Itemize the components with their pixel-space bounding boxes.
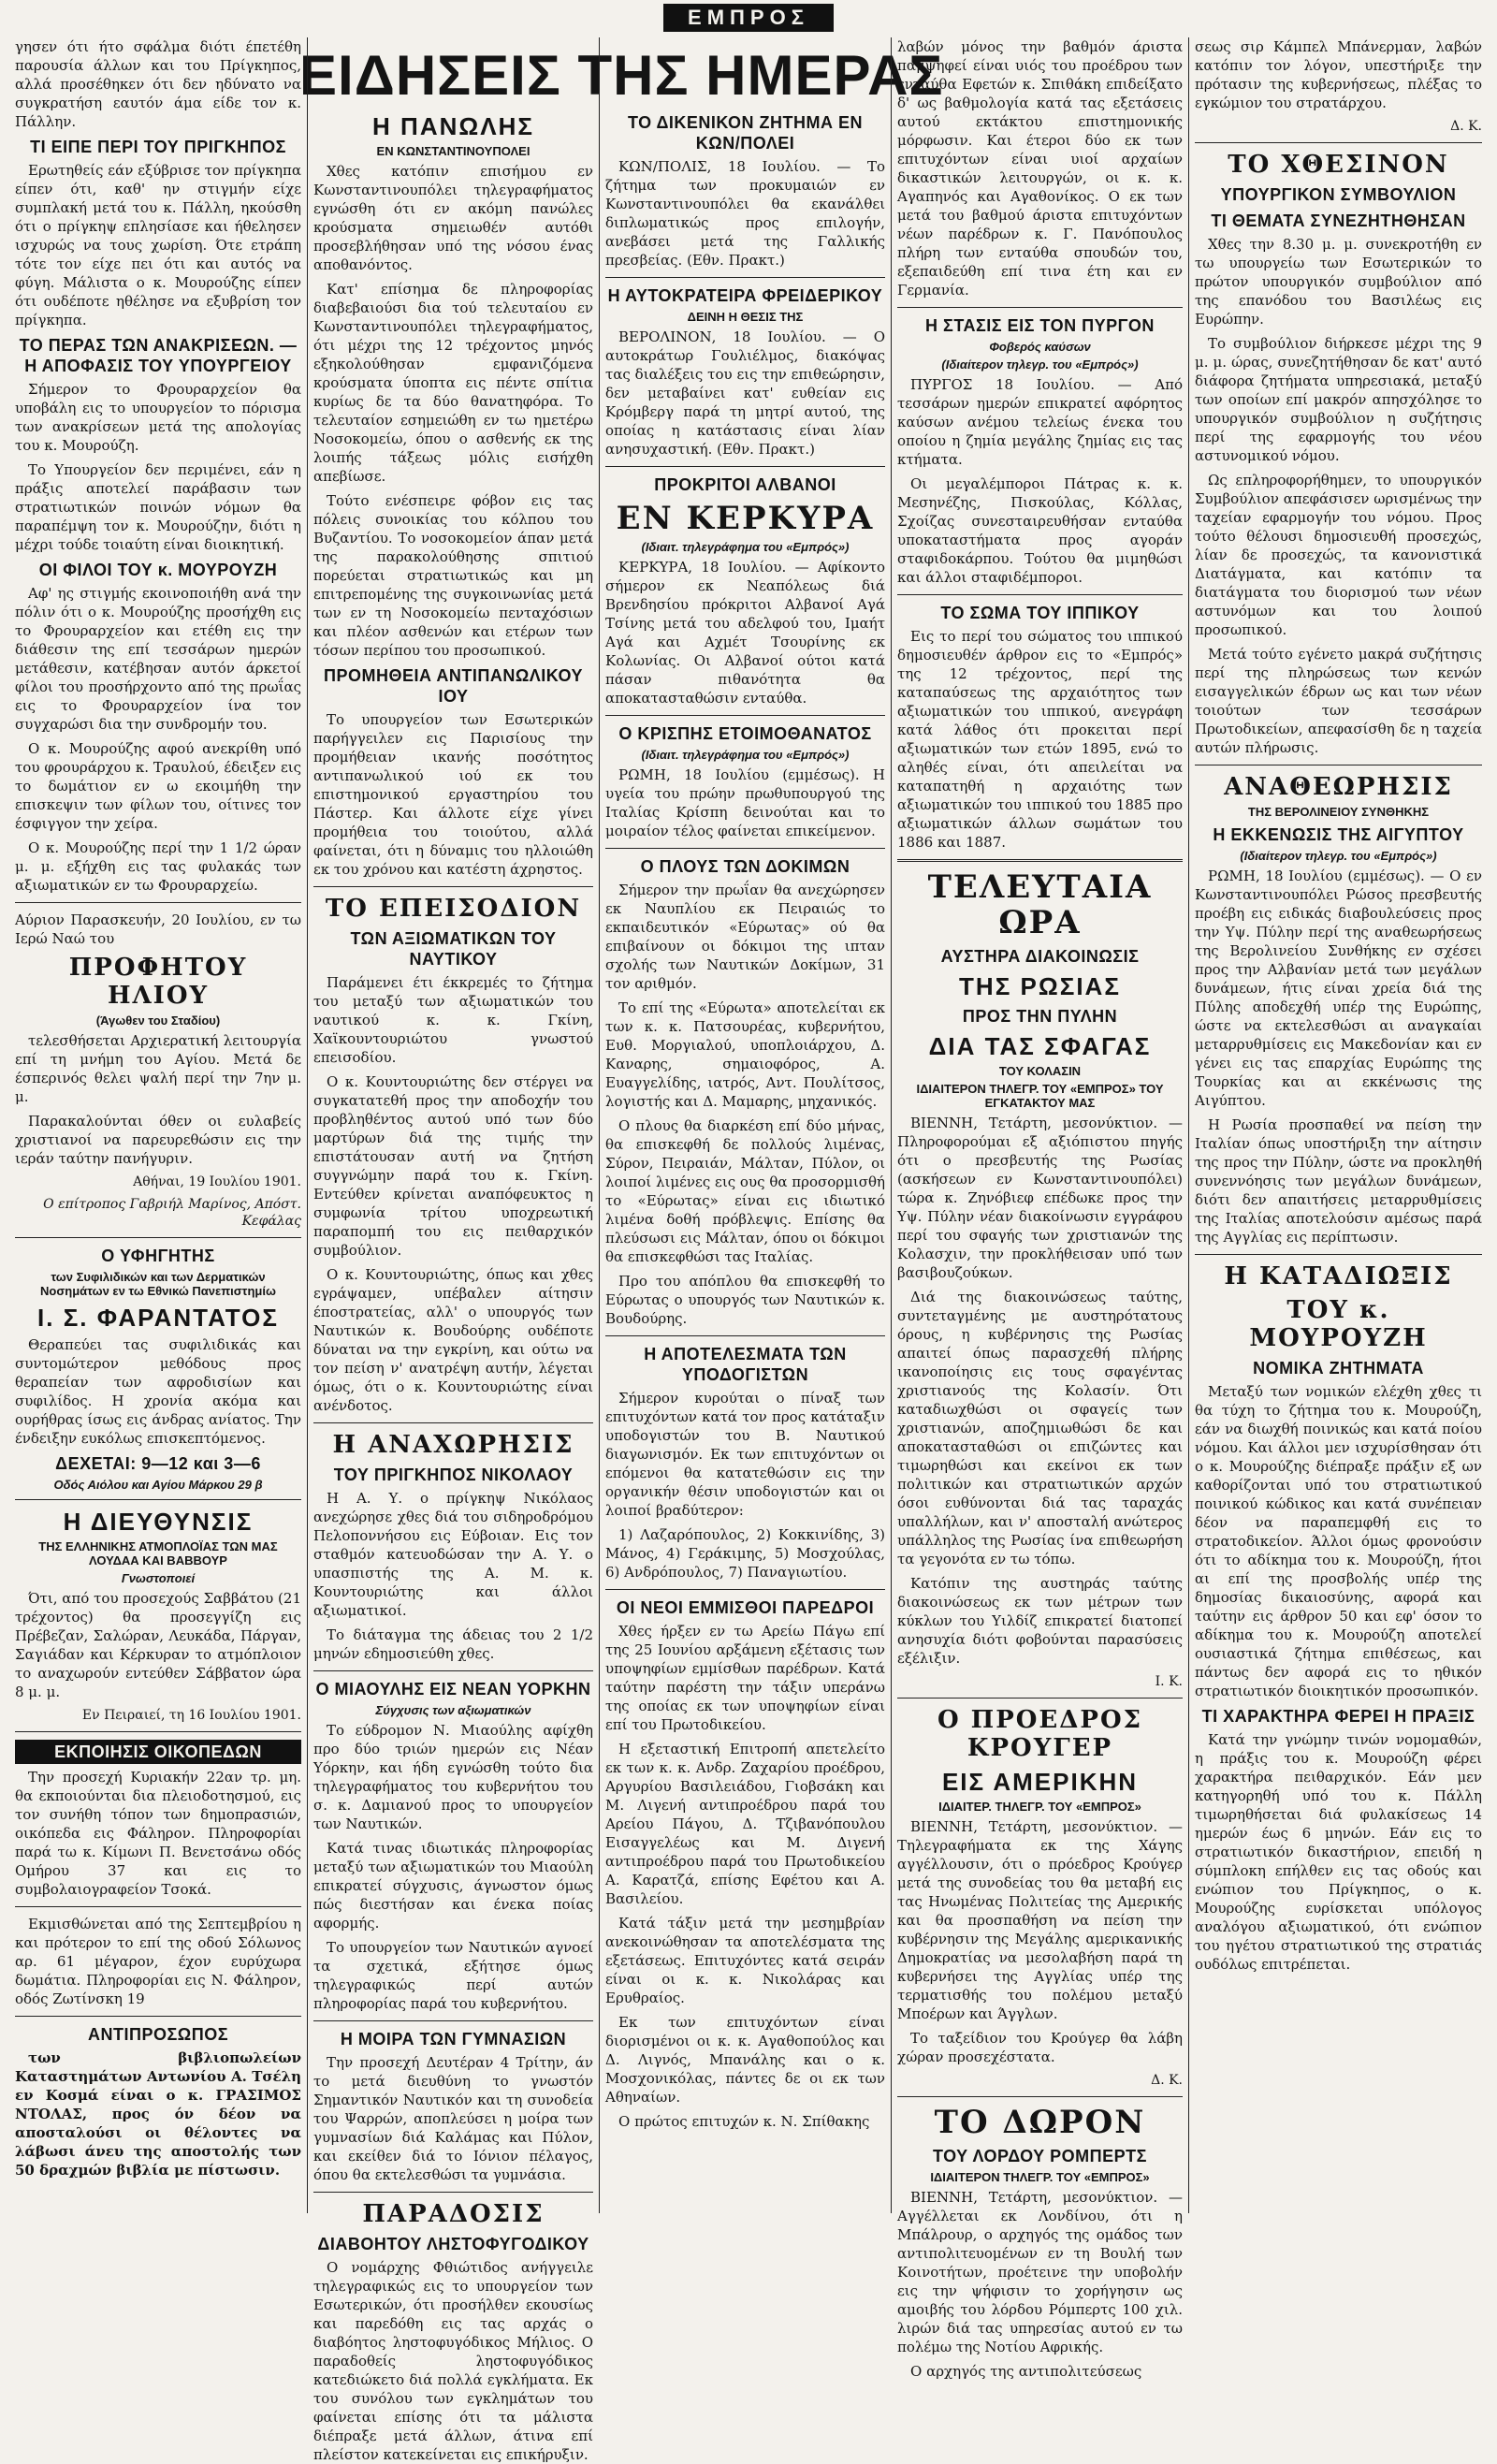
article-text: Το συμβούλιον διήρκεσε μέχρι της 9 μ. μ. ώρας, συνεζητήθησαν δε κατ' αυτό διάφορα ζητήματα υπηρεσιακά, μεταξύ των οποίων επί μακρόν απησχόλησε το υπουργικόν συμβούλιον η συζήτησις περί της εφαρμογής του νέου αστυνομικού νόμου.	[1195, 335, 1482, 464]
article-text: Ο αρχηγός της αντιπολιτεύσεως	[910, 2363, 1142, 2380]
headline: ΠΑΡΑΔΟΣΙΣ	[362, 2200, 545, 2228]
article-text: γησεν ότι ήτο σφάλμα διότι έπετέθη παρουσία άλλων και του Πρίγκηπος, αλλά προσέθηκεν ότι δεν ηδύνατο να συγκρατήση εαυτόν άμα είδε τον κ. Πάλλην.	[15, 38, 301, 130]
headline: ΤΗΣ ΡΩΣΙΑΣ	[959, 972, 1121, 1000]
article-text: Τούτο ενέσπειρε φόβον εις τας πόλεις συνοικίας του κόλπου του Βυζαντίου. Το νοσοκομείον άπαν μετά της παρακολούθησης σπιτιού πορεύεται στρατιωτικώς και μη επιτρεπομένης της συγκοινωνίας μετά των εν τη Νοσοκομείω πενταχόσιων και πλέον ασθενών και ετέρων των τόσων περίπου του προσωπικού.	[313, 492, 593, 659]
headline: ΤΟΥ ΛΟΡΔΟΥ ΡΟΜΠΕΡΤΣ	[933, 2147, 1147, 2165]
article-text: Το ταξείδιον του Κρούγερ θα λάβη χώραν προσεχέστατα.	[897, 2030, 1183, 2065]
divider	[313, 2020, 593, 2021]
divider	[313, 1422, 593, 1423]
subheadline: (Ιδιαιτ. τηλεγράφημα του «Εμπρός»)	[641, 540, 850, 554]
article-text: Το εύδρομον Ν. Μιαούλης αφίχθη προ δύο τριών ημερών εις Νέαν Υόρκην, και ήδη εγνώσθη τούτο δια τηλεγραφήματος του κυβερνήτου του σ. κ. Δαμιανού προς το υπουργείον των Ναυτικών.	[313, 1722, 593, 1832]
headline: Η ΑΠΟΤΕΛΕΣΜΑΤΑ ΤΩΝ ΥΠΟΔΟΓΙΣΤΩΝ	[644, 1345, 847, 1384]
article-text: ΡΩΜΗ, 18 Ιουλίου (εμμέσως). — Ο εν Κωνσταντινουπόλει Ρώσος πρεσβευτής προέβη εις ειδικάς διαβουλεύσεις προς την Υψ. Πύλην περί της αναθεωρήσεως της Βερολινείου Συνθήκης εν σχέσει προς την Αλβανίαν μετά των μεγάλων δυνάμεων, ήτις είναι χρεία διά της Πύλης αποδεχθή υπέρ της Ευρώπης, ώστε να εκτελεσθώσι αι αναγκαίαι μεταρρυθμίσεις εις Μακεδονίαν και εν γένει εις τας επαρχίας Ευρώπης της Τουρκίας και αι εκκένωσις της Αιγύπτου.	[1195, 868, 1482, 1109]
article-text: Ο νομάρχης Φθιώτιδος ανήγγειλε τηλεγραφικώς εις το υπουργείον των Εσωτερικών, ότι προσήλθεν εκουσίως και παρεδόθη εις τας αρχάς ο διαβόητος ληστοφυγόδικος Μήλιος. Ο παραδοθείς ληστοφυγόδικος κατεδιώκετο διά πολλά εγκλήματα. Εκ του συνόλου των εγκλημάτων του φαίνεται επίσης ότι τα μάλιστα διέπραξε μετά άλλων, άτινα επί πλείστον κατεκείνεται εις επικήρυξιν.	[313, 2259, 593, 2463]
article-text: Χθες ήρξεν εν τω Αρείω Πάγω επί της 25 Ιουνίου αρξάμενη εξέτασις των υποψηφίων εμμίσθων παρέδρων. Κατά ταύτην παρέστη την τάξιν υπεράνω της οποίας εκ των υποψηφίων είναι επί του Πρωτοδικείου.	[605, 1623, 885, 1733]
divider	[605, 277, 885, 278]
article-text: Ως επληροφορήθημεν, το υπουργικόν Συμβούλιον απεφάσισεν ωρισμένως την ταχείαν εφαρμογήν του νόμου. Προς τούτο θέλουσι δημοσιευθή προσεχώς, λίαν δε προσεχώς, τα κανονιστικά Διατάγματα, και κατόπιν τα διατάγματα του διορισμού των νέων αστυνόμων και του λοιπού προσωπικού.	[1195, 472, 1482, 638]
article-text: Προ του απόπλου θα επισκεφθή το Εύρωτας ο υπουργός των Ναυτικών κ. Βουδούρης.	[605, 1273, 885, 1327]
dateline: Εν Πειραιεί, τη 16 Ιουλίου 1901.	[81, 1708, 301, 1723]
signature: Ο επίτροπος Γαβριήλ Μαρίνος, Απόστ. Κεφάλας	[43, 1197, 301, 1229]
article-text: Ερωτηθείς εάν εξύβρισε τον πρίγκηπα είπεν ότι, καθ' ην στιγμήν είχε συμπλακή μετά του κ. Πάλλη, ηκούσθη ότι ο πρίγκηψ επλησίασε και ήθελησεν ισχυρώς να τους χωρίση. Ότε ετράπη τότε τον είχε πει ότι και αυτός να φύγη. Μάλιστα ο κ. Μουρούζης είπεν ότι ουδέποτε ηθέλησε να εξυβρίση τον πρίγκηπα.	[15, 162, 301, 328]
article-text: Διά της διακοινώσεως ταύτης, συντεταγμένης με αυστηρότατους όρους, η κυβέρνησις της Ρωσίας απαιτεί όπως παρασχεθή πλήρης ικανοποίησις εις τους σφαγέντας χριστιανούς της Κολασίν. Ότι καταδιωχθώσι οι σφαγείς των χριστιανών, αποζημιωθώσι δε και αποκατασταθώσι οι επιζώντες και τιμωρηθώσι και εκείνοι εκ των πολιτικών και στρατιωτικών αρχών όσοι ευθύνονται διά τας ταραχάς υπαλλήλων, και ν' αποσταλή ανώτερος υπάλληλος της Ρωσίας ίνα επιθεωρήση τα γεγονότα εν τω τόπω.	[897, 1289, 1183, 1567]
headline: ΤΟΥ ΠΡΙΓΚΗΠΟΣ ΝΙΚΟΛΑΟΥ	[333, 1465, 574, 1484]
subheadline: ΙΔΙΑΙΤΕΡΟΝ ΤΗΛΕΓΡ. ΤΟΥ «ΕΜΠΡΟΣ»	[930, 2170, 1150, 2184]
article-text: Παράμενει έτι έκκρεμές το ζήτημα του μεταξύ των αξιωματικών του ναυτικού κ. κ. Γκίνη, Χαϊκουντουριώτου γνωστού επεισοδίου.	[313, 974, 593, 1066]
ad-subtitle: ΤΗΣ ΕΛΛΗΝΙΚΗΣ ΑΤΜΟΠΛΟΪΑΣ ΤΩΝ ΜΑΣ ΛΟΥΔΑΑ ΚΑΙ ΒΑΒΒΟΥΡ	[38, 1539, 278, 1567]
headline: Η ΑΝΑΧΩΡΗΣΙΣ	[332, 1431, 574, 1459]
article-text: λαβών μόνος την βαθμόν άριστα παμψηφεί είναι υιός του προέδρου των ενταύθα Εφετών κ. Σπιθάκη επιδείξατο δ' ως βαθμολογία κατά τας εξετάσεις αυτού εκτάκτου επιστημονικής μόρφωσιν. Και έτεροι δύο εκ των επιτυχόντων είναι υιοί αρχαίων δικαστικών λειτουργών, οι κ. κ. Αγαπηνός και Αγαθονίκος. Ο εκ των μετά του βαθμού άριστα επιτυχόντων νέων παρέδρων κ. Γ. Πανόπουλος πλήρη των ενταύθα σπουδών του, εξεπαιδεύθη επί τινα έτη και εν Γερμανία.	[897, 38, 1183, 299]
article-text: ΠΥΡΓΟΣ 18 Ιουλίου. — Από τεσσάρων ημερών επικρατεί αφόρητος καύσων ανέμου τελείως ένεκα του οποίου η ζημία μεγάλης ζημίας εις τας κτήματα.	[897, 376, 1183, 468]
headline: ΤΟΥ κ. ΜΟΥΡΟΥΖΗ	[1249, 1296, 1428, 1352]
article-text: Εις το περί του σώματος του ιππικού δημοσιευθέν άρθρον εις το «Εμπρός» της 12 τρέχοντος, περί της καταπαύσεως της αρχαιότητος των αξιωματικών του ιππικού, ανεγράφη κατά λάθος ότι προκειται περί αξιωματικών των ετών 1895, ενώ το αληθές είναι, ότι απειλείται να καταπατηθή η αρχαιότης των αξιωματικών του ιππικού του 1885 προ αξιωματικών άλλων σωμάτων του 1886 και 1887.	[897, 628, 1183, 851]
headline: Ο ΜΙΑΟΥΛΗΣ ΕΙΣ ΝΕΑΝ ΥΟΡΚΗΝ	[315, 1680, 591, 1699]
divider	[15, 902, 301, 903]
notice-text: τελεσθήσεται Αρχιερατική λειτουργία επί τη μνήμη του Αγίου. Μετά δε έσπερινός θελει ψαλή περί την 7ην μ. μ.	[15, 1032, 301, 1105]
column-5	[1188, 37, 1488, 2213]
subheadline: Φοβερός καύσων	[989, 340, 1091, 354]
divider	[15, 2016, 301, 2017]
headline: ΕΙΣ ΑΜΕΡΙΚΗΝ	[941, 1768, 1139, 1796]
headline: Η ΕΚΚΕΝΩΣΙΣ ΤΗΣ ΑΙΓΥΠΤΟΥ	[1213, 825, 1464, 844]
article-text: Ο πρώτος επιτυχών κ. Ν. Σπίθακης	[618, 2113, 870, 2130]
article-text: ΒΙΕΝΝΗ, Τετάρτη, μεσονύκτιον. — Αγγέλλεται εκ Λονδίνου, ότι η Μπάλρουρ, ο αρχηγός της ομάδος των αντιπολιτευομένων εν τη Βουλή των Κοινοτήτων, προέτεινε την υποβολήν εις την ψήφισιν το χορήγησιν ως αμοιβής του λόρδου Ρόμπερτς 100 χιλ. λιρών διά τας υπηρεσίας αυτού εν τω πολέμω της Νοτίου Αφρικής.	[897, 2189, 1183, 2355]
article-text: Μετά τούτο εγένετο μακρά συζήτησις περί της πληρώσεως των κενών εισαγγελικών έδρων ως και των νέων τοιούτων των τεσσάρων Πρωτοδικείων, απεφασίσθη δε η ταχεία αυτών πλήρωσις.	[1195, 646, 1482, 756]
column-1	[9, 37, 307, 2213]
headline: ΥΠΟΥΡΓΙΚΟΝ ΣΥΜΒΟΥΛΙΟΝ	[1220, 185, 1457, 204]
subheadline: ΤΟΥ ΚΟΛΑΣΙΝ	[998, 1064, 1082, 1078]
divider	[605, 715, 885, 716]
column-3	[599, 37, 891, 2213]
masthead-title: ΕΜΠΡΟΣ	[663, 4, 834, 32]
divider	[15, 1731, 301, 1732]
divider	[15, 1237, 301, 1238]
divider	[1195, 1254, 1482, 1255]
article-text: Η Ρωσία προσπαθεί να πείση την Ιταλίαν όπως υποστήριξη την αίτησιν της προς την Πύλην, ώστε να προκληθή συνεννόησις των μεγάλων δυνάμεων, διότι δεν απαιτήσεις μεταρρυθμίσεις της Ιταλίας αποτελούσιν αμέσως παρά της Αγγλίας εις περίπτωσιν.	[1195, 1116, 1482, 1246]
article-text: Κατόπιν της αυστηράς ταύτης διακοινώσεως εκ των μέτρων των κύκλων του Υιλδίζ επικρατεί διατοπεί ανησυχία διότι φοβούνται παρασύσεις εξέλιξιν.	[897, 1575, 1183, 1667]
article-text: Ο κ. Μουρούζης αφού ανεκρίθη υπό του φρουράρχου κ. Τραυλού, έδειξεν εις το δωμάτιον εν ω εκοιμήθη την επισκεψιν των φίλων του, οίτινες τον έσφιγγον την χείρα.	[15, 740, 301, 832]
article-text: Χθες την 8.30 μ. μ. συνεκροτήθη εν τω υπουργείω των Εσωτερικών το πρώτον υπουργικόν συμβούλιον από της επανόδου του Βασιλέως εις Ευρώπην.	[1195, 236, 1482, 328]
column-4	[891, 37, 1188, 2380]
article-text: 1) Λαζαρόπουλος, 2) Κοκκινίδης, 3) Μάνος, 4) Γεράκιμης, 5) Μοσχούλας, 6) Ανδρόπουλος, 7) Παναγιωτίου.	[605, 1526, 885, 1581]
article-text: Η εξεταστική Επιτροπή απετελείτο εκ των κ. κ. Ανδρ. Ζαχαρίου προέδρου, Αργυρίου Βασιλειάδου, Γιοβσάκη και Μ. Λιγενή αντιπροέδρου παρά του Αρείου Πάγου, Δ. Τζιβανόπουλου Εισαγγελέως και Μ. Διγενή αντιπροέδρου παρά του Πρωτοδικείου Α. Καρατζά, επίσης Εφέτου και Α. Βασιλείου.	[605, 1741, 885, 1907]
headline: ΠΡΟΜΗΘΕΙΑ ΑΝΤΙΠΑΝΩΛΙΚΟΥ ΙΟΥ	[324, 666, 583, 706]
divider	[605, 466, 885, 467]
article-text: Κατά τάξιν μετά την μεσημβρίαν ανεκοινώθησαν τα αποτελέσματα της εξετάσεως. Επιτυχόντες κατά σειράν είναι οι κ. κ. Νικολάρας και Ερυθραίος.	[605, 1915, 885, 2006]
article-text: Ο πλους θα διαρκέση επί δύο μήνας, θα επισκεφθή δε πολλούς λιμένας, Σύρον, Πειραιάν, Μάλταν, Πύλον, οι λοιποί λιμένες εις ους θα προσορμισθή το «Εύρωτας» είναι εις ιδιωτικό λιμένα δοθή πρόβλεψις. Επίσης θα πλεύσωσι εις Μάλταν, όπου οι δόκιμοι θα επισκεφθώσι τας Ιταλίας.	[605, 1117, 885, 1265]
divider	[15, 1499, 301, 1500]
headline: ΤΙ ΧΑΡΑΚΤΗΡΑ ΦΕΡΕΙ Η ΠΡΑΞΙΣ	[1201, 1707, 1475, 1726]
headline: Ο ΠΡΟΕΔΡΟΣ ΚΡΟΥΓΕΡ	[937, 1706, 1143, 1762]
headline: ΠΡΟΣ ΤΗΝ ΠΥΛΗΝ	[962, 1007, 1118, 1026]
headline: ΤΟ ΠΕΡΑΣ ΤΩΝ ΑΝΑΚΡΙΣΕΩΝ. — Η ΑΠΟΦΑΣΙΣ ΤΟΥ ΥΠΟΥΡΓΕΙΟΥ	[19, 336, 298, 375]
article-text: ΚΩΝ/ΠΟΛΙΣ, 18 Ιουλίου. — Το ζήτημα των προκυμαιών εν Κωνσταντινουπόλει θα εκανάλθει διπλωματικώς προς επιλογήν, ανεβάσει μετά της Γαλλικής πρεσβείας. (Εθν. Πρακτ.)	[605, 158, 885, 269]
divider	[605, 848, 885, 849]
article-text: Μεταξύ των νομικών ελέχθη χθες τι θα τύχη το ζήτημα του κ. Μουρούζη, εάν να διωχθή ποινικώς και κατά ποίου νόμου. Και άλλοι μεν ισχυρίσθησαν ότι ο κ. Μουρούζης διέπραξε πράξιν εξ ων καθορίζονται υπό του στρατιωτικού ποινικού κώδικος και κατά συνέπειαν δέον να παραπεμφθή εις το στρατοδικείον. Άλλοι όμως φρονούσιν ότι το αδίκημα του κ. Μουρούζη, ήτοι αι επί της προσβολής υπέρ της δημοσίας δικαιοσύνης, αφορά και ταύτην εις άρθρον 50 και εφ' όσον το αδίκημα του κ. Μουρούζη αποτελεί ουσιαστικά ζήτημα επιθέσεως, και πάντως δεν αφορά εις το ηθικόν στρατιωτικόν διοικητικόν προσωπικόν.	[1195, 1383, 1482, 1699]
divider	[313, 886, 593, 887]
article-text: Το επί της «Εύρωτα» αποτελείται εκ των κ. κ. Πατσουρέας, κυβερνήτου, Ευθ. Μοργιαλού, υποπλοιάρχου, Δ. Καναρης, σημαιοφόρος, Α. Ευαγγελίδης, ιατρός, Αντ. Πουλίτσος, λογιστής και Δ. Μαμαρης, μηχανικός.	[605, 999, 885, 1110]
article-text: Η Α. Υ. ο πρίγκηψ Νικόλαος ανεχώρησε χθες διά του σιδηροδρόμου Πελοποννήσου εις Εύβοιαν. Εις τον σταθμόν κατευοδώσαν την Α. Υ. ο υπασπιστής της Α. Μ. κ. Κουντουριώτης και άλλοι αξιωματικοί.	[313, 1490, 593, 1619]
article-text: Κατά την γνώμην τινών νομομαθών, η πράξις του κ. Μουρούζη φέρει χαρακτήρα πειθαρχικόν. Εάν μεν κατηγορηθή υπό του κ. Πάλλη τιμωρηθήσεται διά φυλακίσεως 14 ημερών έως 6 μηνών. Εάν εις το στρατιωτικόν δικαστήριον, επειδή η σύμπλοκη επήλθεν εις τας οδούς και ενώπιον του Πρίγκηπος, ο κ. Μουρούζης ευρίσκεται υπόλογος αναλόγου αξιωματικού, ότι ενώπιον του ηγέτου στρατιωτικού της στρατιάς ουδόλως επιτρέπεται.	[1195, 1731, 1482, 1973]
article-text: Εκ των επιτυχόντων είναι διορισμένοι οι κ. κ. Αγαθοπούλος και Δ. Λιγνός, Μπανάλης και ο κ. Μοσχονικόλας, πάντες δε οι εκ των Αθηναίων.	[605, 2014, 885, 2106]
article-text: Κατά τινας ιδιωτικάς πληροφορίας μεταξύ των αξιωματικών του Μιαούλη επικρατεί σύγχυσις, άγνωστον όμως πώς διεστήσαν και ένεκα ποίας αφορμής.	[313, 1840, 593, 1932]
divider	[313, 2192, 593, 2193]
article-text: Ο κ. Μουρούζης περί την 1 1/2 ώραν μ. μ. εξήχθη εις τας φυλακάς των αξιωματικών εν τω Φρουραρχείω.	[15, 839, 301, 894]
section-banner: ΕΙΔΗΣΕΙΣ ΤΗΣ ΗΜΕΡΑΣ	[299, 44, 944, 107]
ad-text: των βιβλιοπωλείων Καταστημάτων Αντωνίου Α. Τσέλη εν Κοσμά είναι ο κ. ΓΡΑΣΙΜΟΣ ΝΤΟΛΑΣ, προς όν δέον να αποσταλούσι οι θέλοντες να λάβωσι άνευ της αποστολής των 50 δραχμών βιβλία με πίστωσιν.	[15, 2049, 301, 2179]
article-text: Το υπουργείον των Εσωτερικών παρήγγειλεν εις Παρισίους την προμήθειαν ικανής ποσότητος αντιπανωλικού ιού εκ του επιστημονικού εργαστηρίου του Πάστερ. Και άλλοτε είχε γίνει προμήθεια του τοιούτου, αλλά φαίνεται, ότι η δύναμις του ηλλοιώθη εκ του χρόνου και κατέστη άχρηστος.	[313, 711, 593, 878]
notice-subtitle: (Άγωθεν του Σταδίου)	[95, 1013, 221, 1028]
headline: ΤΟ ΣΩΜΑ ΤΟΥ ΙΠΠΙΚΟΥ	[940, 604, 1140, 622]
headline: Η ΑΥΤΟΚΡΑΤΕΙΡΑ ΦΡΕΙΔΕΡΙΚΟΥ	[607, 286, 883, 305]
subheadline: (Ιδιαίτερον τηλεγρ. του «Εμπρός»)	[941, 357, 1139, 372]
columns	[9, 37, 1488, 2463]
article-text: Σήμερον κυρούται ο πίναξ των επιτυχόντων κατά τον προς κατάταξιν υποδογιστών του Β. Ναυτικού διαγωνισμόν. Εκ των επιτυχόντων οι επόμενοι θα κατατεθώσιν εις την οργανικήν θέσιν υποδογιστών και οι λοιποί βραδύτερον:	[605, 1390, 885, 1519]
signature: Δ. Κ.	[1450, 119, 1482, 134]
headline: Ο ΚΡΙΣΠΗΣ ΕΤΟΙΜΟΘΑΝΑΤΟΣ	[618, 724, 872, 743]
headline: ΤΩΝ ΑΞΙΩΜΑΤΙΚΩΝ ΤΟΥ ΝΑΥΤΙΚΟΥ	[350, 929, 557, 969]
article-text: Το υπουργείον των Ναυτικών αγνοεί τα σχετικά, εξήτησε όμως τηλεγραφικώς περί αυτών πληροφορίας παρά του κυβερνήτου.	[313, 1939, 593, 2012]
section-headline: ΤΕΛΕΥΤΑΙΑ ΩΡΑ	[927, 868, 1153, 941]
article-text: Ο κ. Κουντουριώτης δεν στέργει να συγκατατεθή προς την αποδοχήν του προβληθέντος αυτού υπό των δύο μαρτύρων διά της τιμής την επιστάτουσαν αυτή να ζητήση συγγνώμην παρά του κ. Γκίνη. Εντεύθεν κρίνεται αναπόφευκτος η συμφωνία τρίτου υποχρεωτική παραπομπή του εις πειθαρχικόν συμβούλιον.	[313, 1073, 593, 1259]
article-text: Κατ' επίσημα δε πληροφορίας διαβεβαιούσι δια τού τελευταίου εν Κωνσταντινουπόλει τηλεγραφήματος, ότι μέχρι της 12 τρέχοντος μηνός εξηκολούθησαν εμφανιζόμενα κρούσματα ύποπτα εις πέντε σπίτια κυρίως δε τα δύο θανατηφόρα. Το τελευταίον εσημειώθη εν τω ημετέρω Νοσοκομείω, όπου ο ασθενής εκ της λοιπής τάξεως μόλις εισήχθη απεβίωσε.	[313, 281, 593, 485]
divider	[605, 1335, 885, 1336]
headline: ΝΟΜΙΚΑ ΖΗΤΗΜΑΤΑ	[1253, 1359, 1424, 1378]
article-text: Αφ' ης στιγμής εκοινοποιήθη ανά την πόλιν ότι ο κ. Μουρούζης προσήχθη εις το Φρουραρχείον και ετέθη εις την διάθεσιν της επί τεσσάρων ημερών μετάθεσιν, κατέβησαν αυτόν άρκετοί φίλοι του προσήρχοντο από της πρωΐας εις το Φρουραρχείον ίνα τον συγχαρώσι δια την συνδρομήν του.	[15, 585, 301, 733]
headline: ΠΡΟΚΡΙΤΟΙ ΑΛΒΑΝΟΙ	[654, 475, 836, 494]
divider	[897, 859, 1183, 862]
ad-text: Ότι, από του προσεχούς Σαββάτου (21 τρέχοντος) θα προσεγγίζη εις Πρέβεζαν, Σαλώραν, Λευκάδα, Πάργαν, Σαγιάδαν και Κέρκυραν το ατμόπλοιον το αναχωρούν εντεύθεν Σάββατον ώρα 8 μ. μ.	[15, 1590, 301, 1700]
ad-hours: ΔΕΧΕΤΑΙ: 9—12 και 3—6	[55, 1454, 261, 1473]
subheadline: ΤΗΣ ΒΕΡΟΛΙΝΕΙΟΥ ΣΥΝΘΗΚΗΣ	[1247, 805, 1430, 819]
article-text: Σήμερον το Φρουραρχείον θα υποβάλη εις το υπουργείον το πόρισμα των ανακρίσεων μετά της απολογίας του κ. Μουρούζη.	[15, 381, 301, 454]
headline: Η ΜΟΙΡΑ ΤΩΝ ΓΥΜΝΑΣΙΩΝ	[340, 2030, 567, 2048]
headline: ΤΟ ΕΠΕΙΣΟΔΙΟΝ	[325, 895, 582, 923]
ad-headline: Η ΔΙΕΥΘΥΝΣΙΣ	[63, 1508, 254, 1536]
headline: ΤΟ ΧΘΕΣΙΝΟΝ	[1228, 151, 1449, 179]
ad-subtitle: Γνωστοποιεί	[121, 1571, 196, 1585]
headline: ΤΙ ΘΕΜΑΤΑ ΣΥΝΕΖΗΤΗΘΗΣΑΝ	[1211, 211, 1466, 230]
divider	[897, 594, 1183, 595]
signature: Δ. Κ.	[1151, 2073, 1183, 2088]
ad-text: Την προσεχή Κυριακήν 22αν τρ. μη. θα εκποιούνται δια πλειοδοτησμού, εις τον συνήθη τόπον των δημοπρασιών, οικόπεδα εις Φάληρον. Πληροφορίαι παρά τω κ. Κίμωνι Π. Βενετσάνω οδός Ομήρου 37 και εις το συμβολαιογραφείον Τσοκά.	[15, 1769, 301, 1898]
headline: Η ΣΤΑΣΙΣ ΕΙΣ ΤΟΝ ΠΥΡΓΟΝ	[925, 316, 1155, 335]
ad-text: Θεραπεύει τας συφιλιδικάς και συντομώτερον μεθόδους προς θεραπείαν των αφροδισίων και συφιλίδος. Η χρονία ακόμα και ουρήθρας ίσως εις άνδρας ανίατος. Την ένδειξην ευκόλως επισκεπτόμενος.	[15, 1336, 301, 1447]
notice-text: Παρακαλούνται όθεν οι ευλαβείς χριστιανοί να παρευρεθώσιν εις την ιεράν ταύτην πανήγυριν.	[15, 1113, 301, 1167]
divider	[15, 1906, 301, 1907]
divider	[605, 1589, 885, 1590]
notice-headline: ΠΡΟΦΗΤΟΥ ΗΛΙΟΥ	[68, 954, 248, 1010]
subheadline: ΔΕΙΝΗ Η ΘΕΣΙΣ ΤΗΣ	[687, 310, 804, 324]
headline: ΟΙ ΝΕΟΙ ΕΜΜΙΣΘΟΙ ΠΑΡΕΔΡΟΙ	[616, 1598, 875, 1617]
headline: ΤΙ ΕΙΠΕ ΠΕΡΙ ΤΟΥ ΠΡΙΓΚΗΠΟΣ	[30, 138, 286, 156]
article-text: Το διάταγμα της άδειας του 2 1/2 μηνών εδημοσιεύθη χθες.	[313, 1626, 593, 1662]
column-2	[307, 37, 599, 2463]
article-text: Χθες κατόπιν επισήμου εν Κωνσταντινουπόλει τηλεγραφήματος εγνώσθη ότι εν ακόμη πανώλες κρούσματα σημειωθέν αυτόθι προσεβλήθησαν υπό της νόσου ένας αποθανόντος.	[313, 163, 593, 273]
article-text: Σήμερον την πρωΐαν θα ανεχώρησεν εκ Ναυπλίου εκ Πειραιώς το εκπαιδευτικόν «Εύρωτας» ού θα επιβαίνουν οι δόκιμοι της ιπταν σχολής των Ναυτικών Δοκίμων, 31 τον αριθμόν.	[605, 882, 885, 992]
headline: ΔΙΑΒΟΗΤΟΥ ΛΗΣΤΟΦΥΓΟΔΙΚΟΥ	[317, 2235, 589, 2253]
article-text: ΒΙΕΝΝΗ, Τετάρτη, μεσονύκτιον. — Τηλεγραφήματα εκ της Χάγης αγγέλλουσιν, ότι ο πρόεδρος Κρούγερ μετά της συνοδείας του θα μεταβή εις τας Ηνωμένας Πολιτείας της Αμερικής και θα προσπαθήση να πείση την κυβέρνησιν της Μεγάλης αμερικανικής Δημοκρατίας να μεσολαβήση παρά τη κυβερνήσει της Αγγλίας υπέρ της τερματισθής του πολέμου μεταξύ Μποέρων και Άγγλων.	[897, 1818, 1183, 2022]
headline: ΕΝ ΚΕΡΚΥΡΑ	[616, 500, 875, 537]
masthead	[0, 0, 1497, 34]
article-text: Το Υπουργείον δεν περιμένει, εάν η πράξις αποτελεί παράβασιν των στρατιωτικών ποινών νόμων θα παραπέμψη τον κ. Μουρούζην, διότι η μέχρι τούδε τοιαύτη είναι διοικητική.	[15, 461, 301, 553]
article-text: ΒΙΕΝΝΗ, Τετάρτη, μεσονύκτιον. — Πληροφορούμαι εξ αξιόπιστου πηγής ότι ο πρεσβευτής της Ρωσίας (ασκήσεων εν Κωνσταντινουπόλει) τώρα κ. Ζηνόβιεφ επέδωκε προς την Υψ. Πύλην νέαν διακοίνωσιν εγγράφου περί του σφαγής των χριστιανών της Κολασχιν, την προκλήθεισαν υπό των βασιβουζούκων.	[897, 1115, 1183, 1281]
ad-headline: ΕΚΠΟΙΗΣΙΣ ΟΙΚΟΠΕΔΩΝ	[15, 1740, 301, 1764]
headline: ΟΙ ΦΙΛΟΙ ΤΟΥ κ. ΜΟΥΡΟΥΖΗ	[38, 561, 278, 579]
dateline: Αθήναι, 19 Ιουλίου 1901.	[133, 1174, 301, 1189]
notice-text: Αύριον Παρασκευήν, 20 Ιουλίου, εν τω Ιερώ Ναώ του	[15, 911, 301, 947]
divider	[897, 1698, 1183, 1699]
article-text: ΚΕΡΚΥΡΑ, 18 Ιουλίου. — Αφίκοντο σήμερον εκ Νεαπόλεως διά Βρενδησίου πρόκριτοι Αλβανοί Αγά Τσίνης μετά του αδελφού του, Ιμαήτ Αγά και Αχμέτ Τσουρίνης εκ Κολωνίας. Οι Αλβανοί ούτοι κατά πάσαν πιθανότητα θα αποκατασταθώσιν ενταύθα.	[605, 559, 885, 707]
signature: Ι. Κ.	[1155, 1674, 1183, 1689]
headline: ΔΙΑ ΤΑΣ ΣΦΑΓΑΣ	[928, 1032, 1152, 1060]
ad-headline: Ο ΥΦΗΓΗΤΗΣ	[101, 1247, 215, 1265]
subheadline: ΙΔΙΑΙΤΕΡΟΝ ΤΗΛΕΓΡ. ΤΟΥ «ΕΜΠΡΟΣ» ΤΟΥ ΕΓΚΑΤΑΚΤΟΥ ΜΑΣ	[916, 1082, 1164, 1110]
headline: ΤΟ ΔΙΚΕΝΙΚΟΝ ΖΗΤΗΜΑ ΕΝ ΚΩΝ/ΠΟΛΕΙ	[627, 113, 864, 153]
article-text: σεως σιρ Κάμπελ Μπάνερμαν, λαβών κατόπιν τον λόγον, υπεστήριξε την πρότασιν της κυβερνήσεως, πλέξας το εγκώμιον του στρατάρχου.	[1195, 38, 1482, 111]
subheadline: ΙΔΙΑΙΤΕΡ. ΤΗΛΕΓΡ. ΤΟΥ «ΕΜΠΡΟΣ»	[938, 1800, 1141, 1814]
headline: ΑΥΣΤΗΡΑ ΔΙΑΚΟΙΝΩΣΙΣ	[940, 947, 1140, 966]
ad-text: Εκμισθώνεται από της Σεπτεμβρίου η και πρότερον το επί της οδού Σόλωνος αρ. 61 μέγαρον, έχον ευρύχωρα δωμάτια. Πληροφορίαι εις Ν. Φάληρον, οδός Ζωτίνσκη 19	[15, 1916, 301, 2007]
divider	[897, 2096, 1183, 2097]
headline: Η ΠΑΝΩΛΗΣ	[372, 112, 534, 140]
divider	[897, 307, 1183, 308]
headline: ΤΟ ΔΩΡΟΝ	[934, 2104, 1146, 2141]
article-text: Ο κ. Κουντουριώτης, όπως και χθες εγράψαμεν, υπέβαλεν αίτησιν έποστρατείας, αλλ' ο υπουργός των Ναυτικών κ. Βουδούρης ουδέποτε δύναται να την εγκρίνη, και ούτω να τον πείση ν' ανατρέψη αυτήν, λέγεται όμως, ότι ο κ. Κουντουριώτης είναι ανένδοτος.	[313, 1266, 593, 1414]
subheadline: (Ιδιαίτερον τηλεγρ. του «Εμπρός»)	[1240, 849, 1437, 863]
ad-address: Οδός Αιόλου και Αγίου Μάρκου 29 β	[53, 1478, 263, 1492]
ad-headline: ΑΝΤΙΠΡΟΣΩΠΟΣ	[87, 2025, 229, 2044]
subheadline: ΕΝ ΚΩΝΣΤΑΝΤΙΝΟΥΠΟΛΕΙ	[376, 144, 530, 158]
ad-subtitle: των Συφιλιδικών και των Δερματικών Νοσημάτων εν τω Εθνικώ Πανεπιστημίω	[40, 1270, 276, 1298]
article-text: ΒΕΡΟΛΙΝΟΝ, 18 Ιουλίου. — Ο αυτοκράτωρ Γουλιέλμος, διακόψας τας διαλέξεις του εις την επιθεώρησιν, δεν μεταβαίνει κατ' ευθείαν εις Κρόμβεργ παρά τη μητρί αυτού, της οποίας η κατάστασις είναι λίαν ανησυχαστική. (Εθν. Πρακτ.)	[605, 328, 885, 458]
subheadline: Σύγχυσις των αξιωματικών	[375, 1703, 531, 1717]
headline: ΑΝΑΘΕΩΡΗΣΙΣ	[1224, 773, 1453, 801]
headline: Ο ΠΛΟΥΣ ΤΩΝ ΔΟΚΙΜΩΝ	[640, 857, 850, 876]
article-text: Οι μεγαλέμποροι Πάτρας κ. κ. Μεσηνέζης, Πισκούλας, Κόλλας, Σχοίζας συνεσταιρευθήσαν ενταύθα υποκαταστήματα προς αγοράν σταφιδοκάρπου. Τούτου θα μιμηθώσι και άλλοι σταφιδέμποροι.	[897, 475, 1183, 586]
divider	[313, 1670, 593, 1671]
ad-name: Ι. Σ. ΦΑΡΑΝΤΑΤΟΣ	[37, 1304, 279, 1332]
headline: Η ΚΑΤΑΔΙΩΞΙΣ	[1224, 1262, 1453, 1290]
article-text: Την προσεχή Δευτέραν 4 Τρίτην, άν το μετά διευθύνη το γνωστόν Σημαντικόν Ναυτικόν και τη συνοδεία του Ψαρρών, αποπλεύσει η μοίρα των γυμνασίων διά Καλάμας και Πύλον, και εκείθεν διά το Ιόνιον πέλαγος, όπου θα εκτελεσθώσι τα γυμνάσια.	[313, 2054, 593, 2183]
subheadline: (Ιδιαιτ. τηλεγράφημα του «Εμπρός»)	[641, 748, 850, 762]
article-text: ΡΩΜΗ, 18 Ιουλίου (εμμέσως). Η υγεία του πρώην πρωθυπουργού της Ιταλίας Κρίσπη δεινούται και το μοιραίον τέλος φαίνεται επικείμενον.	[605, 766, 885, 839]
divider	[1195, 142, 1482, 143]
